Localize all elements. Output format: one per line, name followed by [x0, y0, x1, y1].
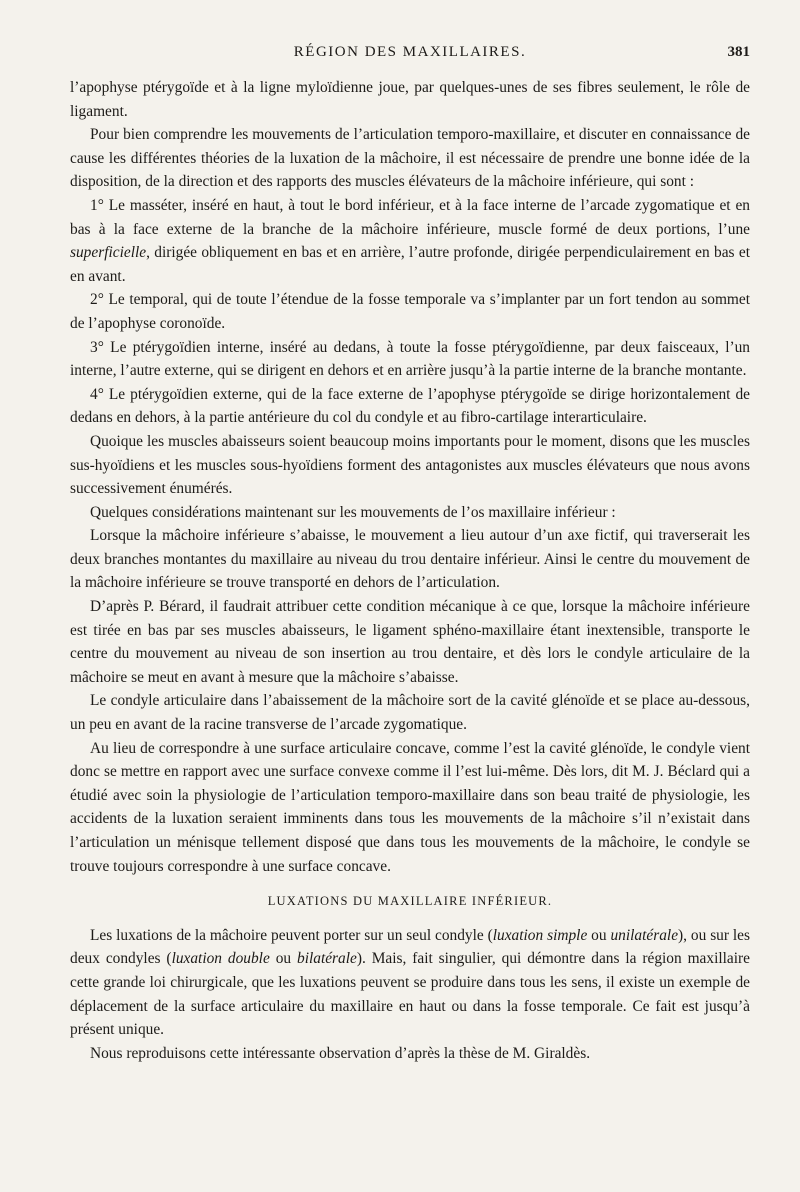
- italic-term: superficielle: [70, 244, 147, 262]
- text-run: 1° Le masséter, inséré en haut, à tout le bord inférieur, et à la face interne de l’arcade zygomatique et en bas à la face externe de la branche de la mâchoire inférieure, muscle formé de deux portions, l’une: [70, 196, 750, 238]
- paragraph-luxations: [70, 924, 750, 1042]
- body-text: [70, 76, 750, 1065]
- italic-term: bilatérale: [297, 950, 357, 968]
- text-run: ou: [269, 950, 297, 968]
- italic-term: luxation double: [171, 950, 270, 968]
- paragraph: Le condyle articulaire dans l’abaissement de la mâchoire sort de la cavité glénoïde et se place au-dessous, un peu en avant de la racine transverse de l’arcade zygomatique.: [70, 692, 750, 734]
- paragraph: Quelques considérations maintenant sur les mouvements de l’os maxillaire inférieur :: [90, 503, 616, 521]
- page-number: 381: [727, 44, 750, 60]
- italic-term: unilatérale: [610, 926, 679, 944]
- text-run: , dirigée obliquement en bas et en arrière, l’autre profonde, dirigée perpendiculairement en bas et en avant.: [70, 244, 750, 285]
- text-run: ), ou sur les deux condyles (: [70, 926, 750, 968]
- text-run: Les luxations de la mâchoire peuvent porter sur un seul condyle (: [90, 926, 493, 944]
- paragraph: Nous reproduisons cette intéressante observation d’après la thèse de M. Giraldès.: [90, 1044, 591, 1062]
- running-header: [70, 44, 750, 66]
- paragraph-temporal: 2° Le temporal, qui de toute l’étendue de la fosse temporale va s’implanter par un fort tendon au sommet de l’apophyse coronoïde.: [70, 291, 750, 332]
- paragraph: Pour bien comprendre les mouvements de l’articulation temporo-maxillaire, et discuter en connaissance de cause les différentes théories de la luxation de la mâchoire, il est nécessaire de prendre une bonne idée de la disposition, de la direction et des rapports des muscles élévateurs de la mâchoire inférieure, qui sont :: [70, 126, 750, 191]
- text-run: ). Mais, fait singulier, qui démontre dans la région maxillaire cette grande loi chirurgicale, que les luxations peuvent se produire dans tous les sens, il existe un exemple de déplacement de la surface articulaire du maxillaire en haut ou dans la fosse temporale. Ce fait est jusqu’à présent unique.: [70, 950, 750, 1039]
- section-heading: LUXATIONS DU MAXILLAIRE INFÉRIEUR.: [267, 894, 553, 909]
- paragraph-pterygoid-external: 4° Le ptérygoïdien externe, qui de la face externe de l’apophyse ptérygoïde se dirige horizontalement de dedans en dehors, à la partie antérieure du col du condyle et au fibro-cartilage interarticulaire.: [70, 385, 750, 427]
- paragraph-pterygoid-internal: 3° Le ptérygoïdien interne, inséré au dedans, à toute la fosse ptérygoïdienne, par deux faisceaux, l’un interne, l’autre externe, qui se dirigent en dehors et en arrière jusqu’à la partie interne de la branche montante.: [70, 338, 750, 380]
- running-title: RÉGION DES MAXILLAIRES.: [293, 44, 527, 60]
- text-run: ou: [587, 926, 611, 944]
- paragraph: Lorsque la mâchoire inférieure s’abaisse, le mouvement a lieu autour d’un axe fictif, qui traverserait les deux branches montantes du maxillaire au niveau du trou dentaire inférieur. Ainsi le centre du mouvement de la mâchoire inférieure se trouve transporté en dehors de l’articulation.: [70, 527, 750, 592]
- paragraph: Quoique les muscles abaisseurs soient beaucoup moins importants pour le moment, disons que les muscles sus-hyoïdiens et les muscles sous-hyoïdiens forment des antagonistes aux muscles élévateurs que nous avons successivement énumérés.: [70, 432, 750, 498]
- paragraph: Au lieu de correspondre à une surface articulaire concave, comme l’est la cavité glénoïde, le condyle vient donc se mettre en rapport avec une surface convexe comme il l’est lui-même. Dès lors, dit M. J. Béclard qui a étudié avec soin la physiologie de l’articulation temporo-maxillaire dans son beau traité de physiologie, les accidents de la luxation seraient imminents dans tous les mouvements de la mâchoire s’il n’existait dans l’articulation un ménisque tellement disposé que dans tous les mouvements de la mâchoire, le condyle se trouve toujours correspondre à une surface concave.: [70, 739, 750, 875]
- paragraph: D’après P. Bérard, il faudrait attribuer cette condition mécanique à ce que, lorsque la mâchoire inférieure est tirée en bas par ses muscles abaisseurs, le ligament sphéno-maxillaire étant inextensible, transporte le centre du mouvement au niveau de son insertion au trou dentaire, et dès lors le condyle articulaire de la mâchoire se meut en avant à mesure que la mâchoire s’abaisse.: [70, 598, 750, 686]
- italic-term: luxation simple: [492, 926, 588, 944]
- paragraph-continuation: l’apophyse ptérygoïde et à la ligne myloïdienne joue, par quelques-unes de ses fibres seulement, le rôle de ligament.: [70, 79, 750, 120]
- paragraph-masseter: [70, 194, 750, 288]
